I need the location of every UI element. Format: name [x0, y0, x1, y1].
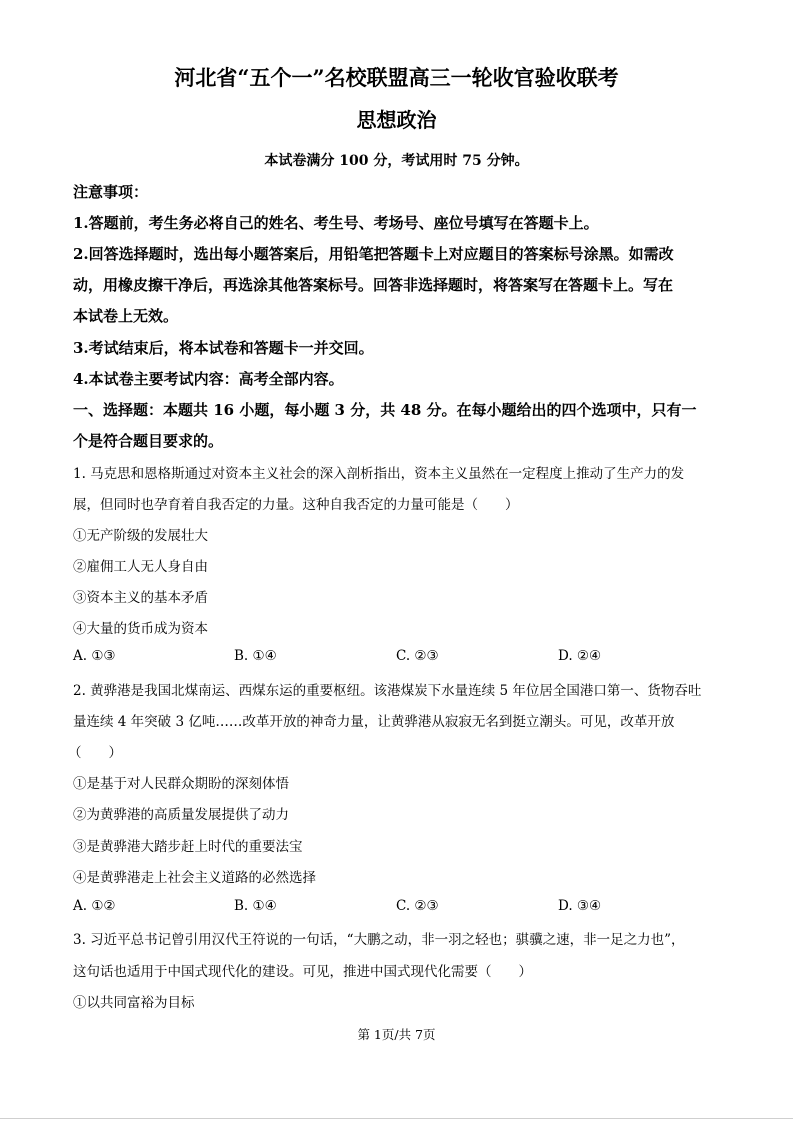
q3-statement-1: ①以共同富裕为目标	[73, 995, 195, 1011]
notice-item-3: 3.考试结束后，将本试卷和答题卡一并交回。	[73, 339, 374, 357]
q2-option-a: A. ①②	[73, 898, 116, 914]
subject-title: 思想政治	[356, 108, 437, 132]
q2-statement-3: ③是黄骅港大踏步赶上时代的重要法宝	[73, 839, 303, 855]
q2-statement-2: ②为黄骅港的高质量发展提供了动力	[73, 807, 289, 823]
q2-option-b: B. ①④	[234, 898, 277, 914]
exam-title: 河北省“五个一”名校联盟高三一轮收官验收联考	[174, 65, 619, 90]
q2-stem-line-3: （ ）	[68, 745, 122, 761]
section-heading-line-2: 个是符合题目要求的。	[73, 432, 224, 450]
notice-item-2-line-1: 2.回答选择题时，选出每小题答案后，用铅笔把答题卡上对应题目的答案标号涂黑。如需改	[73, 245, 674, 263]
q1-stem-line-2: 展，但同时也孕育着自我否定的力量。这种自我否定的力量可能是（ ）	[73, 497, 519, 513]
q1-option-c: C. ②③	[396, 648, 439, 664]
q1-option-b: B. ①④	[234, 648, 277, 664]
q2-stem-line-1: 2. 黄骅港是我国北煤南运、西煤东运的重要枢纽。该港煤炭下水量连续 5 年位居全国港口第一、货物吞吐	[73, 683, 702, 699]
q1-statement-1: ①无产阶级的发展壮大	[73, 528, 208, 544]
notice-item-2-line-2: 动，用橡皮擦干净后，再选涂其他答案标号。回答非选择题时，将答案写在答题卡上。写在	[73, 276, 674, 294]
q2-option-d: D. ③④	[558, 898, 602, 914]
exam-info: 本试卷满分 100 分，考试用时 75 分钟。	[264, 153, 529, 169]
q1-stem-line-1: 1. 马克思和恩格斯通过对资本主义社会的深入剖析指出，资本主义虽然在一定程度上推动了生产力的发	[73, 466, 685, 482]
notice-heading: 注意事项：	[73, 183, 149, 201]
q1-option-d: D. ②④	[558, 648, 602, 664]
q2-statement-1: ①是基于对人民群众期盼的深刻体悟	[73, 776, 289, 792]
q2-option-c: C. ②③	[396, 898, 439, 914]
page-number: 第 1页/共 7页	[357, 1027, 436, 1042]
q1-statement-4: ④大量的货币成为资本	[73, 621, 208, 637]
q1-statement-3: ③资本主义的基本矛盾	[73, 590, 208, 606]
notice-item-1: 1.答题前，考生务必将自己的姓名、考生号、考场号、座位号填写在答题卡上。	[73, 214, 599, 232]
section-heading-line-1: 一、选择题：本题共 16 小题，每小题 3 分，共 48 分。在每小题给出的四个选项中，只有一	[73, 401, 697, 419]
q3-stem-line-2: 这句话也适用于中国式现代化的建设。可见，推进中国式现代化需要（ ）	[73, 964, 532, 980]
q1-option-a: A. ①③	[73, 648, 116, 664]
q1-statement-2: ②雇佣工人无人身自由	[73, 559, 208, 575]
q2-stem-line-2: 量连续 4 年突破 3 亿吨……改革开放的神奇力量，让黄骅港从寂寂无名到挺立潮头。可见，改革开放	[73, 714, 675, 730]
notice-item-4: 4.本试卷主要考试内容：高考全部内容。	[73, 370, 344, 388]
page-bottom-divider	[0, 1118, 793, 1119]
q2-statement-4: ④是黄骅港走上社会主义道路的必然选择	[73, 870, 316, 886]
notice-item-2-line-3: 本试卷上无效。	[73, 307, 179, 325]
q3-stem-line-1: 3. 习近平总书记曾引用汉代王符说的一句话，“大鹏之动，非一羽之轻也；骐骥之速，非一足之力也”，	[73, 932, 685, 948]
